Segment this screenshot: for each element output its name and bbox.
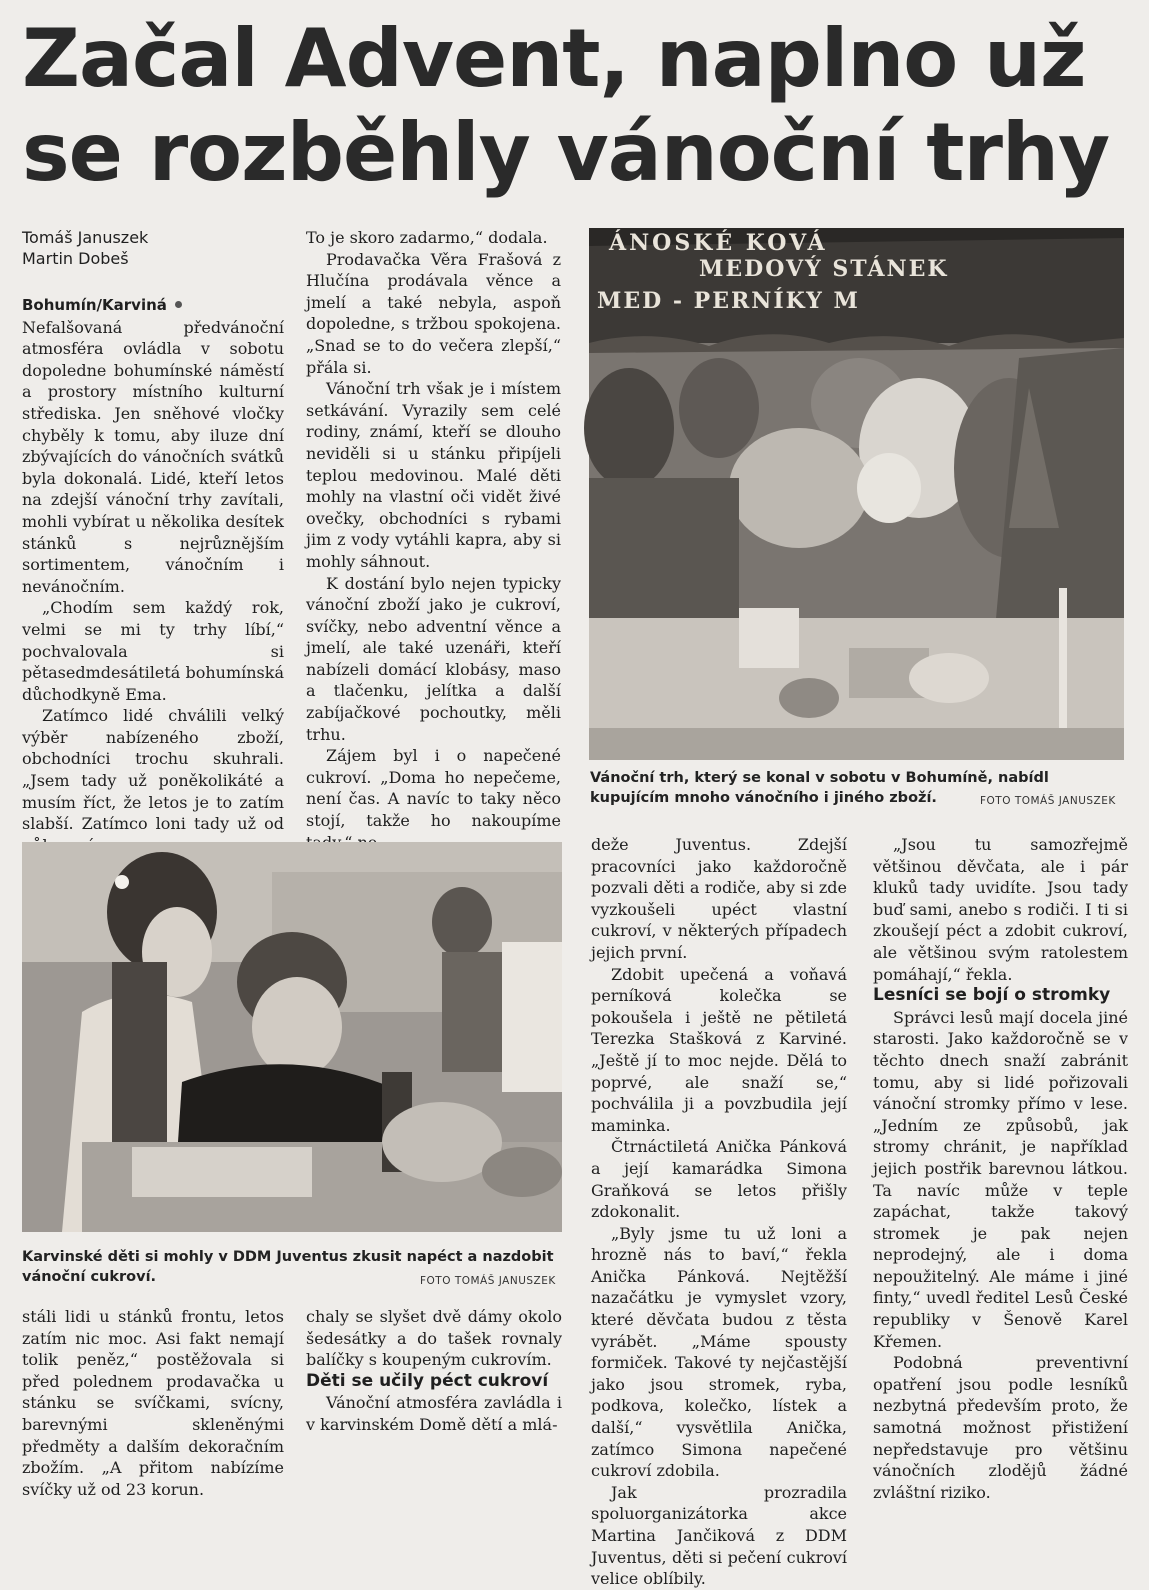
- market-photo-credit: FOTO TOMÁŠ JANUSZEK: [980, 795, 1116, 807]
- col2-p1: Prodavačka Věra Frašová z Hlučína prodávala věnce a jmelí a také nebyla, aspoň dopoledne, s tržbou spokojena. „Snad se to do večera zlepší,“ přála si.: [306, 249, 561, 377]
- column-3: [591, 834, 847, 1589]
- sign-line-1: ÁNOSKÉ KOVÁ: [609, 230, 828, 256]
- col2b-p2: Vánoční atmosféra zavládla i v karvinském Domě dětí a mlá-: [306, 1393, 562, 1434]
- col2-p4: Zájem byl i o napečené cukroví. „Doma ho nepečeme, není čas. A navíc to taky něco stojí, takže ho nakoupíme: [306, 746, 561, 831]
- col2-p3: K dostání bylo nejen typicky vánoční zboží jako je cukroví, svíčky, nebo adventní věnce a jmelí, ale také uzenáři, kteří nabízeli domácí klobásy, maso a tlačenku, jelítka a další zabíjačkové pochoutky, měli trhu.: [306, 573, 561, 744]
- col3-p2: Zdobit upečená a voňavá perníková kolečka se pokoušela i ještě ne pětiletá Terezka Stašková z Karviné. „Ještě jí to moc nejde. Dělá to poprvé, ale snaží se,“ pochválila ji a povzbudila její maminka.: [591, 964, 847, 1135]
- children-baking-photo-art: [22, 842, 562, 1232]
- byline: [22, 227, 148, 269]
- col3-p4: „Byly jsme tu už loni a hrozně nás to baví,“ řekla Anička Pánková. Nejtěžší nazačátku je vymyslet vzory, které děvčata budou z těsta vyrábět. „Máme spousty formiček. Takové ty nejčastější jako jsou stromek, ryba, podkova, kolečko, lístek a další,“ vysvětlila Anička, zatímco Simona napečené cukroví zdobila.: [591, 1223, 847, 1481]
- headline-line-1: Začal Advent, naplno už: [22, 12, 1086, 105]
- market-stall-photo-art: [589, 228, 1124, 760]
- children-baking-photo: [22, 842, 562, 1232]
- column-4: [873, 834, 1128, 1502]
- col4-p1: „Jsou tu samozřejmě většinou děvčata, ale i pár kluků tady uvidíte. Jsou tady buď sami, anebo s rodiči. I ti si zkoušejí péct a zdobit cukroví, ale většinou svým ratolestem pomáhají,“ řekla.: [873, 835, 1128, 984]
- market-stall-photo: [589, 228, 1124, 760]
- author-2: Martin Dobeš: [22, 249, 129, 268]
- forest-subheading: Lesníci se bojí o stromky: [873, 985, 1111, 1006]
- col2-p0: To je skoro zadarmo,“ dodala.: [306, 228, 548, 247]
- col2-p2: Vánoční trh však je i místem setkávání. Vyrazily sem celé rodiny, známí, kteří se dlouho neviděli si u stánku připíjeli teplou medovinou. Malé děti mohly na vlastní oči vidět živé ovečky, obchodníci s rybami jim z vody vytáhli kapra, aby si mohly sáhnout.: [306, 379, 561, 571]
- col1-p1: Nefalšovaná předvánoční atmosféra ovládla v sobotu dopoledne bohumínské náměstí a prostory místního kulturní střediska. Jen sněhové vločky chyběly k tomu, aby iluze dní zbývajících do vánočních svátků byla dokonalá. Lidé, kteří letos na zdejší vánoční trhy zavítali, mohli vybírat u několika desítek stánků s nejrůznějším sortimentem, vánočním i nevánočním.: [22, 317, 284, 596]
- author-1: Tomáš Januszek: [22, 228, 149, 247]
- col1b-p1: stáli lidi u stánků frontu, letos zatím nic moc. Asi fakt nemají tolik peněz,“ postěžovala si před polednem prodavačka u stánku se svíčkami, svícny, barevnými skleněnými předměty a dalším dekoračním zbožím. „A přitom nabízíme svíčky už od 23 korun.: [22, 1307, 284, 1499]
- sign-line-3: MED - PERNÍKY M: [597, 288, 860, 314]
- dateline: Bohumín/Karviná: [22, 296, 167, 314]
- column-2-continued: [306, 1306, 562, 1496]
- column-1: [22, 294, 284, 834]
- bullet-icon: [175, 301, 182, 308]
- col1-p3: Zatímco lidé chválili velký výběr nabízeného zboží, obchodníci trochu skuhrali. „Jsem tady už poněkolikáté a musím říct, že letos je to zatím slabší. Zatímco loni tady už od: [22, 706, 284, 834]
- lead-paragraph: [22, 294, 284, 597]
- children-photo-caption: Karvinské děti si mohly v DDM Juventus zkusit napéct a nazdobit vánoční cukroví.: [22, 1249, 554, 1285]
- column-1-continued: [22, 1306, 284, 1499]
- column-2: [306, 227, 561, 831]
- col4-p2: Správci lesů mají docela jiné starosti. Jako každoročně se v těchto dnech snaží zabránit tomu, aby si lidé pořizovali vánoční stromky přímo v lese. „Jedním ze způsobů, jak stromy chránit, je například jejich postřik barevnou látkou. Ta navíc může v teple zapáchat, takže takový stromek je pak nejen neprodejný, ale i doma nepoužitelný. Ale máme i jiné finty,“ uvedl ředitel Lesů České republiky v Šenově Karel Křemen.: [873, 1007, 1128, 1351]
- col3-p1: deže Juventus. Zdejší pracovníci jako každoročně pozvali děti a rodiče, aby si zde vyzkoušeli upéct vlastní cukroví, v některých případech jejich první.: [591, 835, 847, 962]
- col1-p2: „Chodím sem každý rok, velmi se mi ty trhy líbí,“ pochvalovala si pětasedmdesátiletá bohumínská důchodkyně Ema.: [22, 598, 284, 704]
- baking-subheading: Děti se učily péct cukroví: [306, 1370, 549, 1391]
- headline-line-2: se rozběhly vánoční trhy: [22, 106, 1110, 199]
- sign-line-2: MEDOVÝ STÁNEK: [699, 256, 949, 282]
- headline: [22, 12, 1132, 200]
- col3-p3: Čtrnáctiletá Anička Pánková a její kamarádka Simona Graňková se letos přišly zdokonalit.: [591, 1137, 847, 1222]
- children-photo-credit: FOTO TOMÁŠ JANUSZEK: [420, 1275, 556, 1287]
- col2b-p1: chaly se slyšet dvě dámy okolo šedesátky a do tašek rovnaly balíčky s koupeným cukrovím.: [306, 1307, 562, 1370]
- col3-p5: Jak prozradila spoluorganizátorka akce Martina Jančiková z DDM Juventus, děti si pečení cukroví velice oblíbily.: [591, 1482, 847, 1589]
- col4-p3: Podobná preventivní opatření jsou podle lesníků nezbytná především proto, že samotná možnost přistižení nepředstavuje pro většinu vánočních zlodějů žádné zvláštní riziko.: [873, 1353, 1128, 1502]
- market-photo-caption: Vánoční trh, který se konal v sobotu v Bohumíně, nabídl kupujícím mnoho vánočního i jiného zboží.: [590, 770, 1049, 806]
